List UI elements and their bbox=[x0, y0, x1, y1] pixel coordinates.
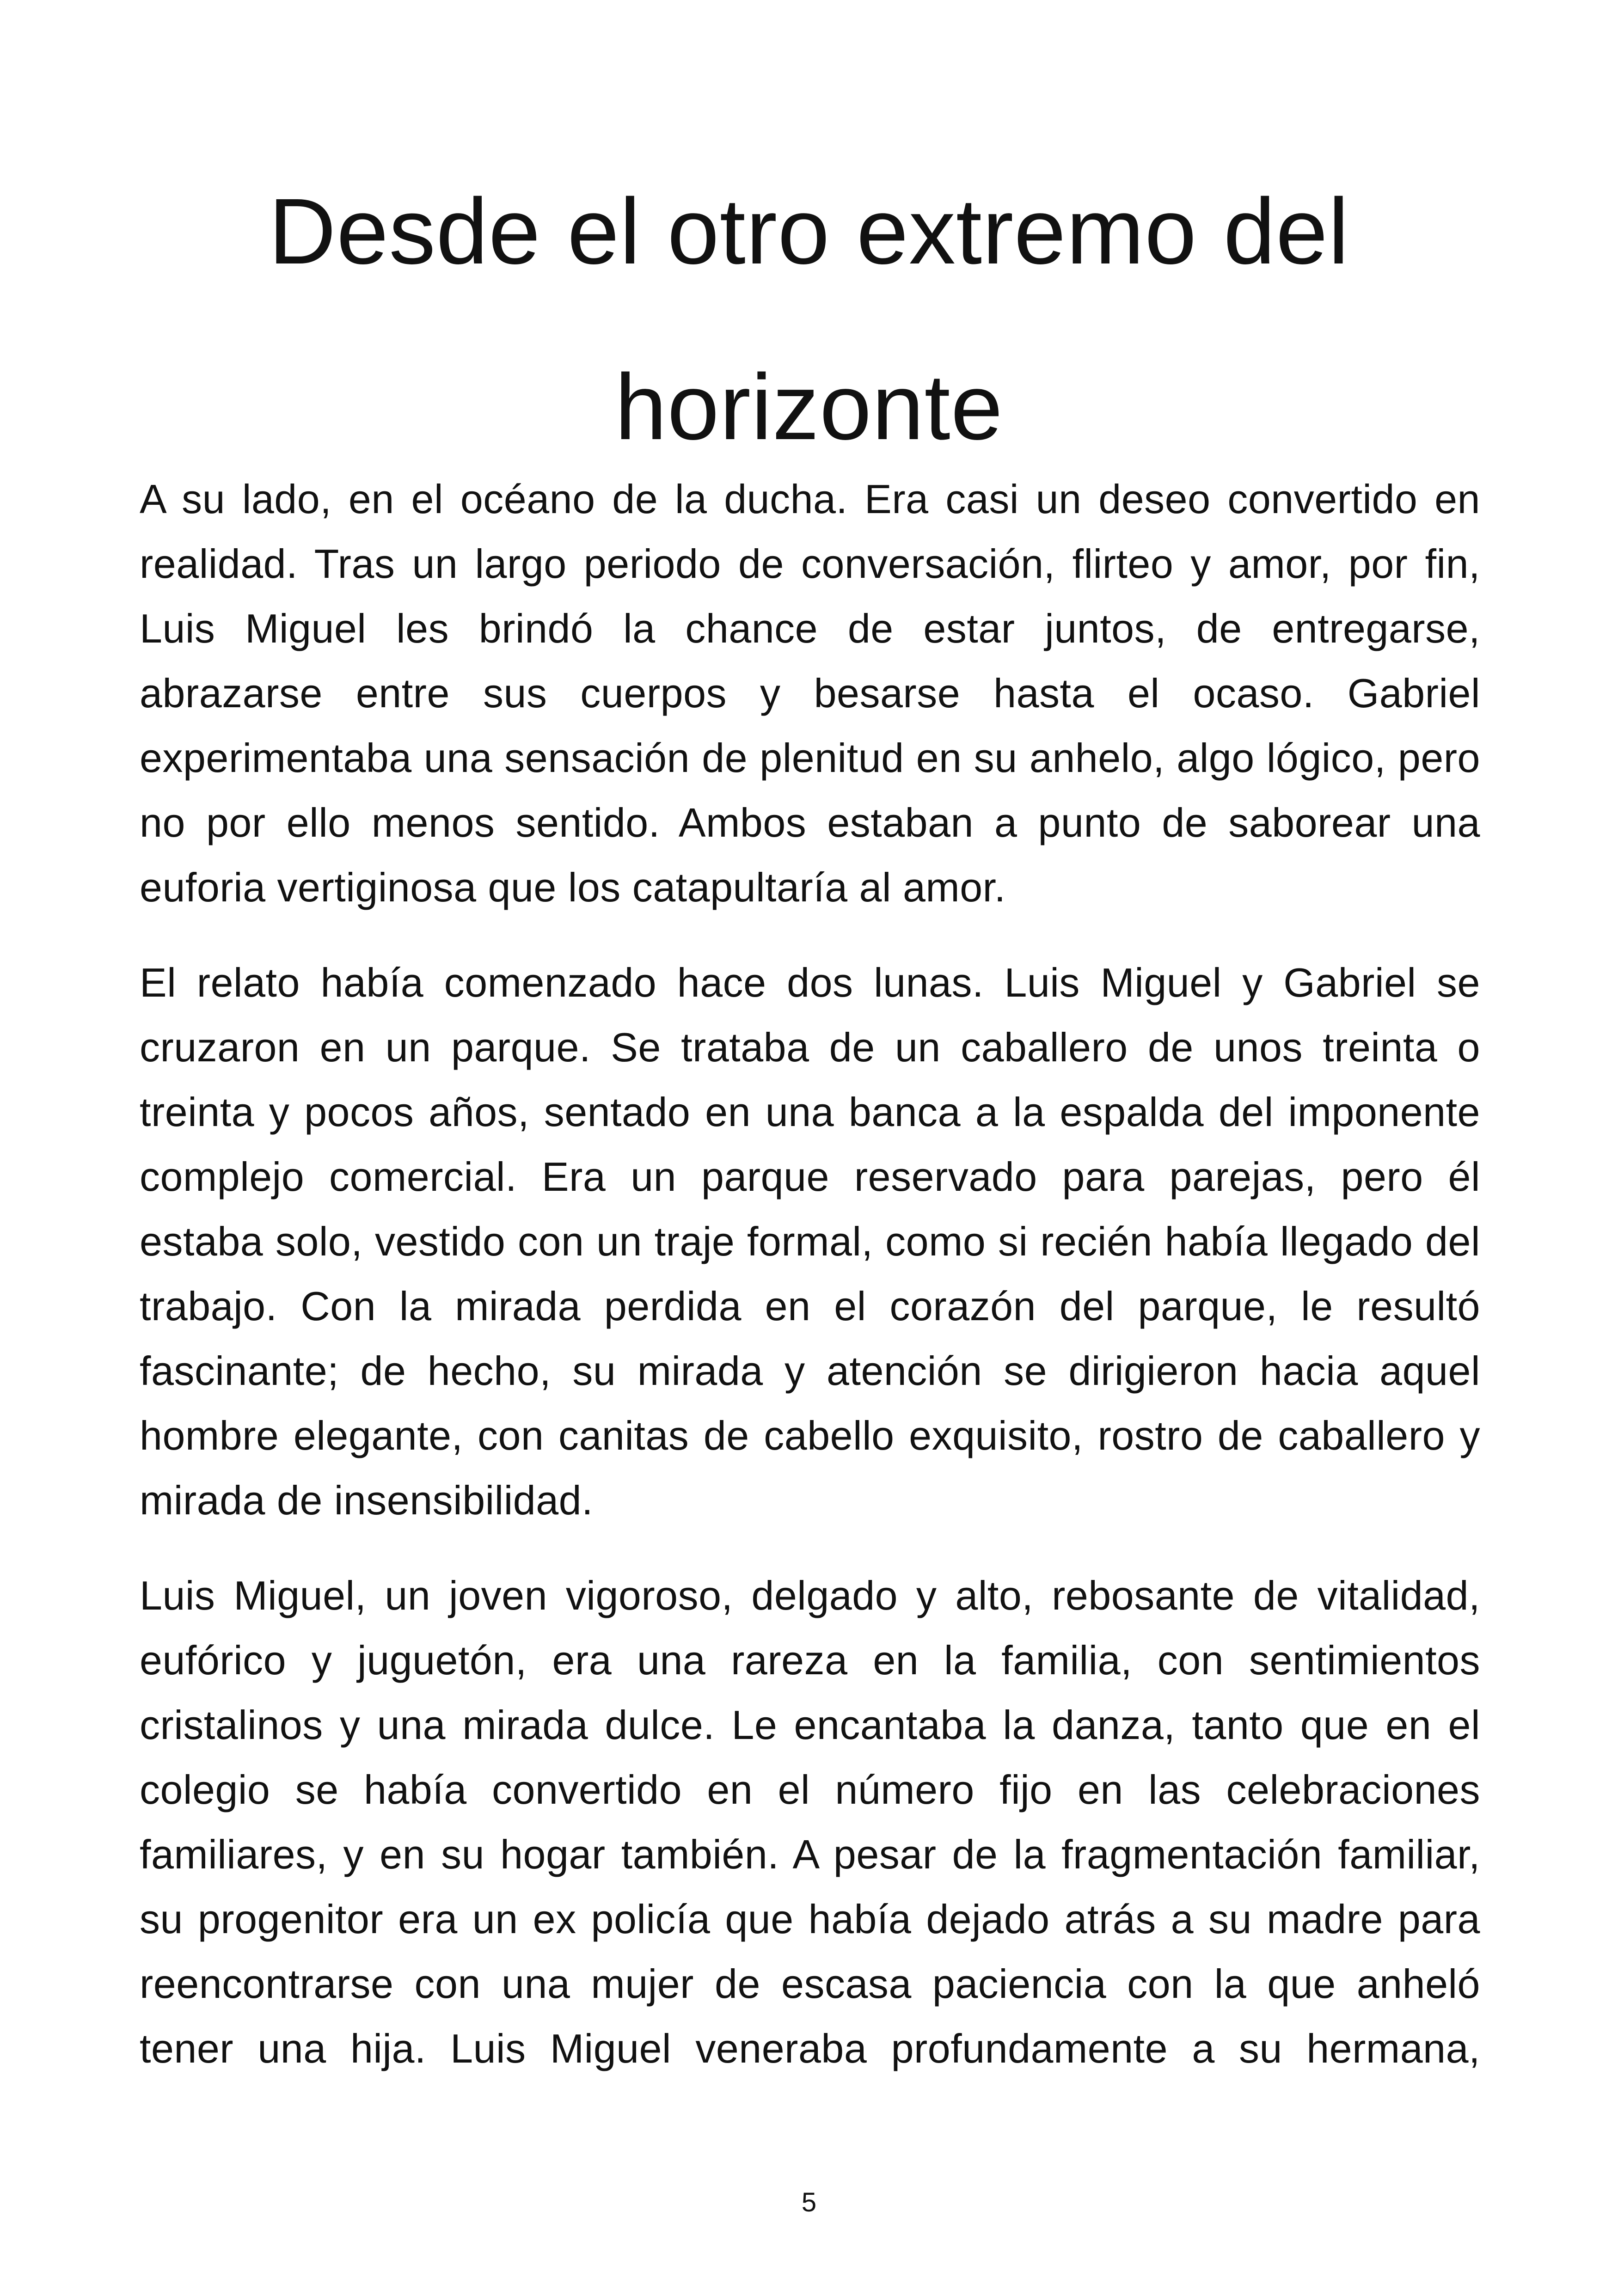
paragraph-3: Luis Miguel, un joven vigoroso, delgado y alto, rebosante de vitalidad, eufórico y juguetón, era una rareza en la familia, con sentimientos cristalinos y una mirada dulce. Le encantaba la danza, tanto que en el colegio se había convertido en el número fijo en las celebraciones familiares, y en su hogar también. A pesar de la fragmentación familiar, su progenitor era un ex policía que había dejado atrás a su madre para reencontrarse con una mujer de escasa paciencia con la que anheló tener una hija. Luis Miguel veneraba profundamente a su hermana, bbox=[140, 1573, 1480, 2071]
chapter-title-line-2: horizonte bbox=[615, 355, 1003, 459]
chapter-body bbox=[140, 467, 1480, 2081]
chapter-title-line-1: Desde el otro extremo del bbox=[269, 179, 1349, 283]
page-number: 5 bbox=[801, 2187, 817, 2217]
paragraph-1: A su lado, en el océano de la ducha. Era casi un deseo convertido en realidad. Tras un largo periodo de conversación, flirteo y amor, por fin, Luis Miguel les brindó la chance de estar juntos, de entregarse, abrazarse entre sus cuerpos y besarse hasta el ocaso. Gabriel experimentaba una sensación de plenitud en su anhelo, algo lógico, pero no por ello menos sentido. Ambos estaban a punto de saborear una euforia vertiginosa que los catapultaría al amor. bbox=[140, 476, 1480, 910]
chapter-title bbox=[139, 143, 1479, 495]
paragraph-2: El relato había comenzado hace dos lunas. Luis Miguel y Gabriel se cruzaron en un parque. Se trataba de un caballero de unos treinta o treinta y pocos años, sentado en una banca a la espalda del imponente complejo comercial. Era un parque reservado para parejas, pero él estaba solo, vestido con un traje formal, como si recién había llegado del trabajo. Con la mirada perdida en el corazón del parque, le resultó fascinante; de hecho, su mirada y atención se dirigieron hacia aquel hombre elegante, con canitas de cabello exquisito, rostro de caballero y mirada de insensibilidad. bbox=[140, 960, 1480, 1523]
